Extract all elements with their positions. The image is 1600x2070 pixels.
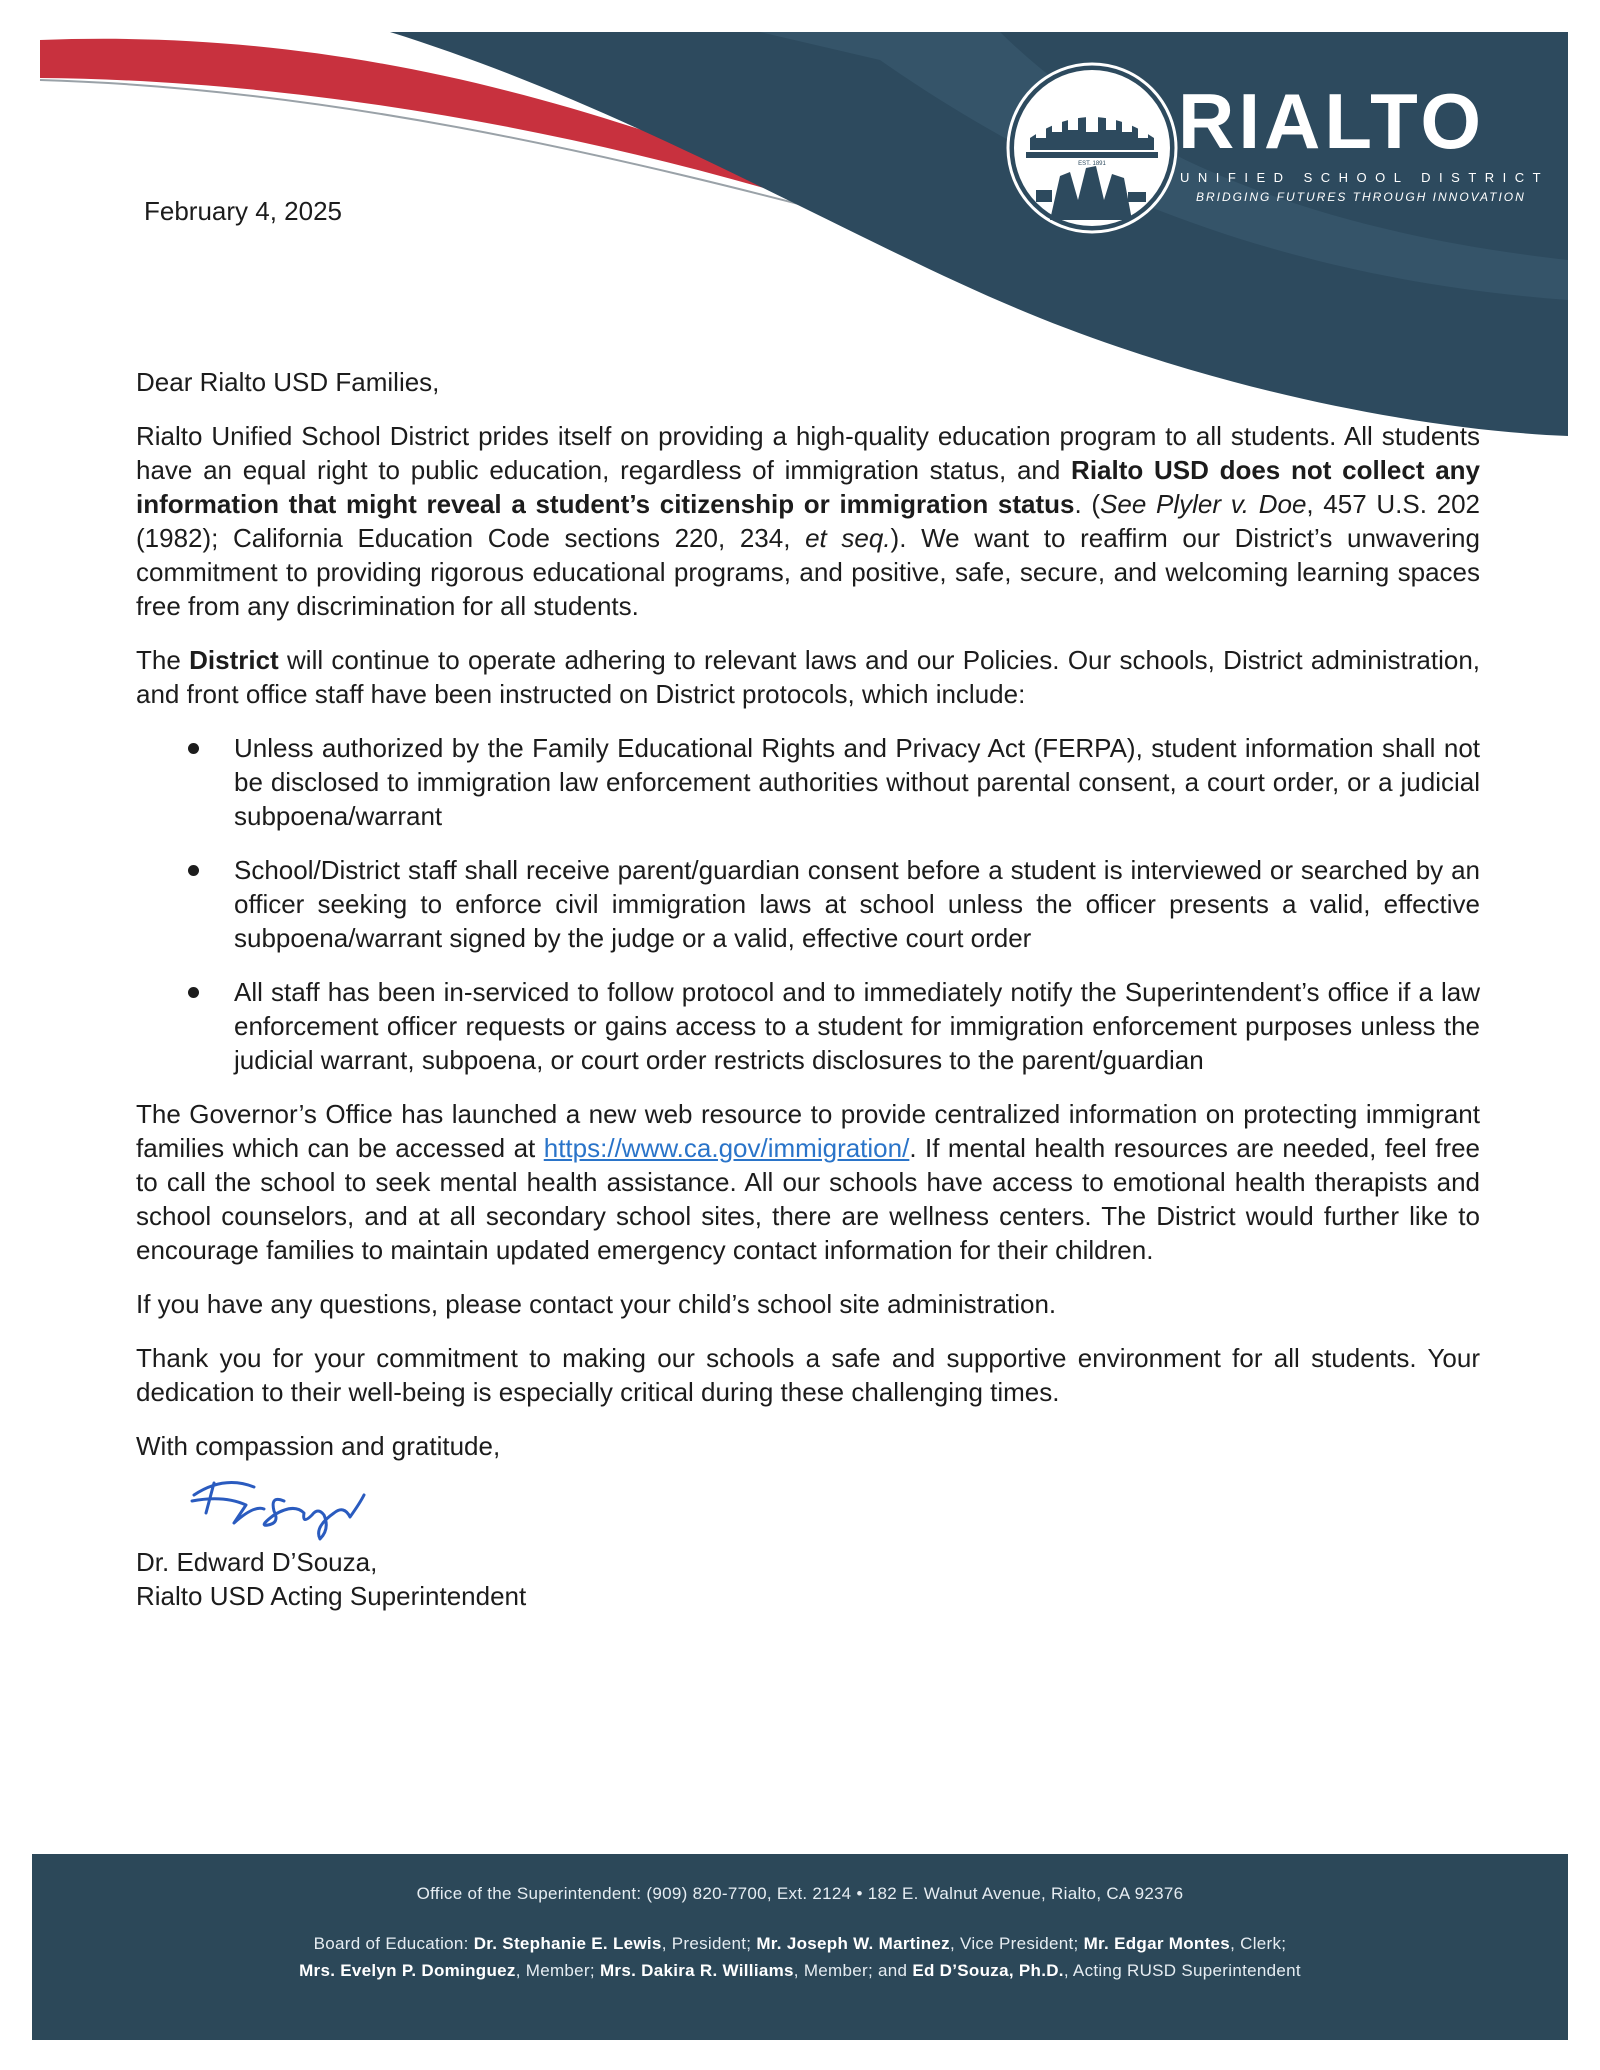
signer-name: Dr. Edward D’Souza,	[136, 1547, 378, 1577]
paragraph-4: If you have any questions, please contact your child’s school site administration.	[136, 1289, 1057, 1319]
list-item: Unless authorized by the Family Educational Rights and Privacy Act (FERPA), student information shall not be disclosed to immigration law enforcement authorities without parental consent, a court order, or a judicial subpoena/warrant	[136, 731, 1480, 833]
protocol-list	[136, 731, 1480, 1077]
paragraph-1: Rialto Unified School District prides itself on providing a high-quality education program to all students. All students have an equal right to public education, regardless of immigration status, and Rialto USD does not collect any information that might reveal a student’s citizenship or immigration status. (See Plyler v. Doe, 457 U.S. 202 (1982); California Education Code sections 220, 234, et seq.). We want to reaffirm our District’s unwavering commitment to providing rigorous educational programs, and positive, safe, secure, and welcoming learning spaces free from any discrimination for all students.	[136, 421, 1480, 621]
list-item: All staff has been in-serviced to follow protocol and to immediately notify the Superintendent’s office if a law enforcement officer requests or gains access to a student for immigration enforcement purposes unless the judicial warrant, subpoena, or court order restricts disclosures to the parent/guardian	[136, 975, 1480, 1077]
list-item: School/District staff shall receive parent/guardian consent before a student is interviewed or searched by an officer seeking to enforce civil immigration laws at school unless the officer presents a valid, effective subpoena/warrant signed by the judge or a valid, effective court order	[136, 853, 1480, 955]
emblem-est-text: EST. 1891	[1078, 161, 1106, 167]
logo-subtitle: UNIFIED SCHOOL DISTRICT	[1180, 170, 1550, 185]
letter-date: February 4, 2025	[144, 196, 343, 226]
paragraph-2: The District will continue to operate adhering to relevant laws and our Policies. Our schools, District administration, and front office staff have been instructed on District protocols, which include:	[136, 645, 1480, 709]
letter-body	[136, 365, 1480, 1613]
footer-contact: Office of the Superintendent: (909) 820-7700, Ext. 2124 • 182 E. Walnut Avenue, Rialto, CA 92376	[416, 1884, 1184, 1903]
logo-tagline: BRIDGING FUTURES THROUGH INNOVATION	[1196, 190, 1526, 204]
paragraph-3: The Governor’s Office has launched a new web resource to provide centralized information on protecting immigrant families which can be accessed at https://www.ca.gov/immigration/. If mental health resources are needed, feel free to call the school to seek mental health assistance. All our schools have access to emotional health therapists and school counselors, and at all secondary school sites, there are wellness centers. The District would further like to encourage families to maintain updated emergency contact information for their children.	[136, 1099, 1481, 1265]
signature-image	[184, 1465, 404, 1545]
district-emblem	[1008, 64, 1176, 232]
paragraph-5: Thank you for your commitment to making our schools a safe and supportive environment for all students. Your dedication to their well-being is especially critical during these challenging times.	[136, 1343, 1480, 1407]
footer	[32, 1854, 1568, 2040]
footer-board: Board of Education: Dr. Stephanie E. Lewis, President; Mr. Joseph W. Martinez, Vice President; Mr. Edgar Montes, Clerk; Mrs. Evelyn P. Dominguez, Member; Mrs. Dakira R. Williams, Member; and Ed D’Souza, Ph.D., Acting RUSD Superintendent	[299, 1934, 1301, 1980]
signer-title: Rialto USD Acting Superintendent	[136, 1581, 527, 1611]
salutation: Dear Rialto USD Families,	[136, 367, 440, 397]
logo-wordmark: RIALTO	[1178, 77, 1486, 165]
immigration-resource-link[interactable]: https://www.ca.gov/immigration/	[543, 1133, 910, 1163]
closing: With compassion and gratitude,	[136, 1431, 501, 1461]
